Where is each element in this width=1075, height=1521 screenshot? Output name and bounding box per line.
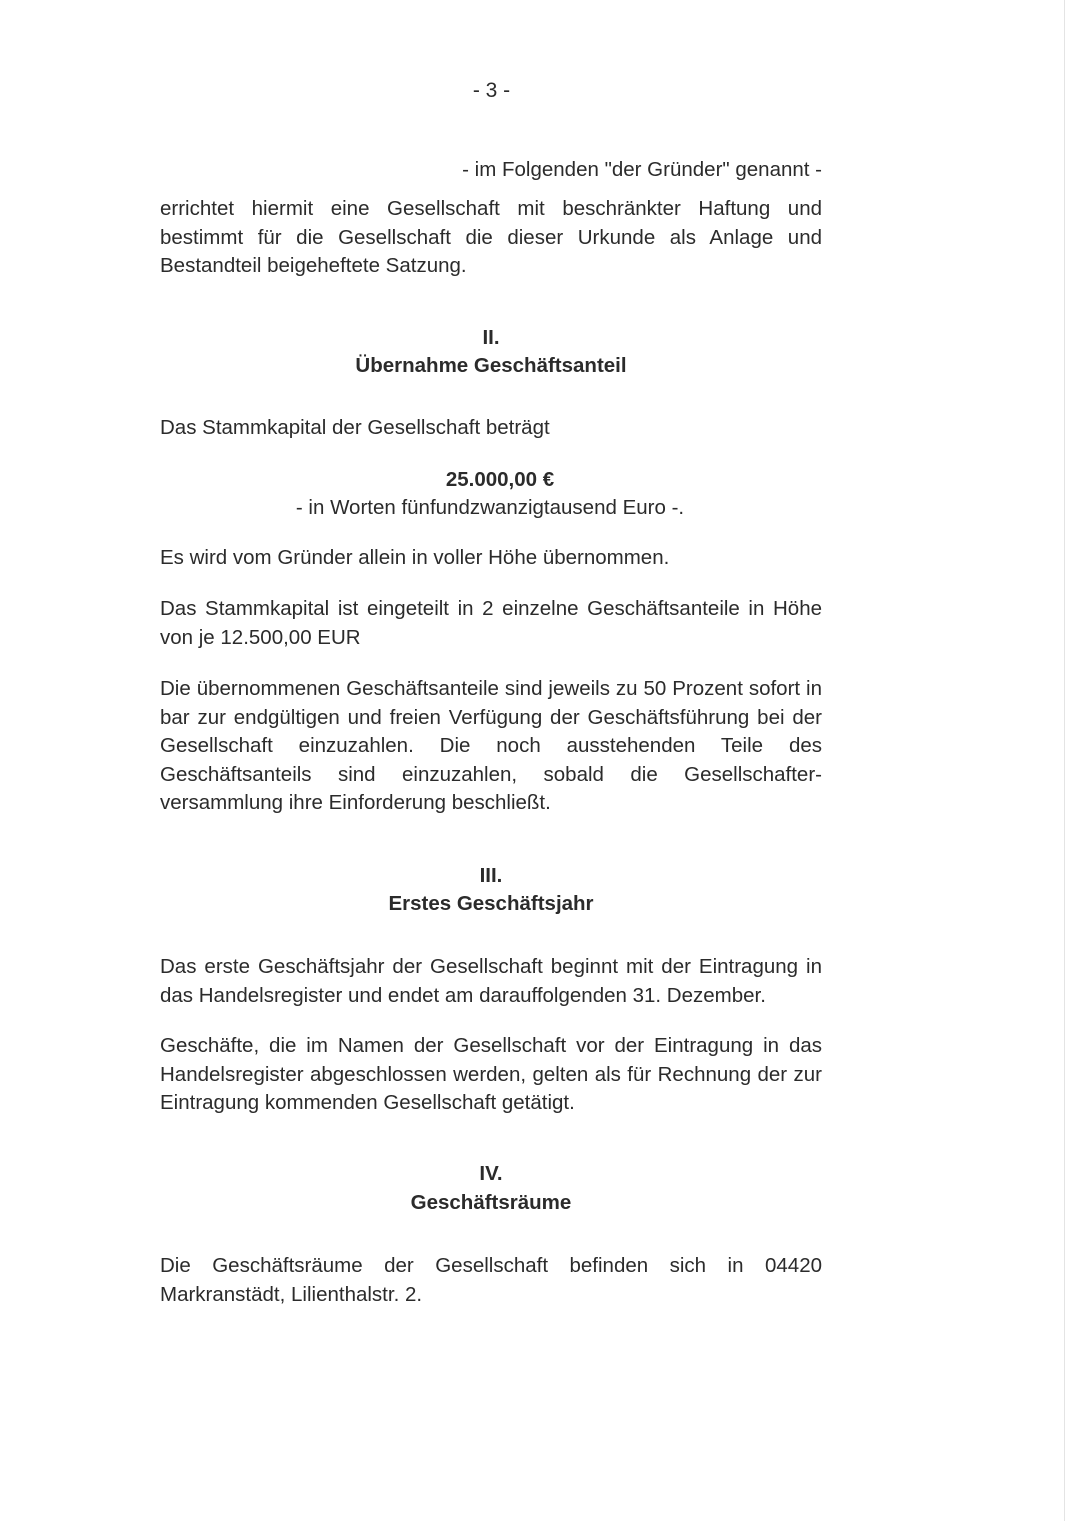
section-3-paragraph-2: Geschäfte, die im Namen der Gesellschaft vor der Eintragung in das Handelsregister abgeschlossen werden, gelten als für Rechnung der zur Eintragung kommenden Gesellschaft getätigt. <box>160 1034 822 1114</box>
section-4-paragraph-1: Die Geschäftsräume der Gesellschaft befinden sich in 04420 Markranstädt, Lilienthalstr. 2. <box>160 1254 822 1306</box>
section-4-number: IV. <box>479 1162 503 1185</box>
founder-label: - im Folgenden "der Gründer" genannt - <box>462 158 822 181</box>
section-2-number: II. <box>482 326 500 349</box>
section-2-paragraph-3: Das Stammkapital ist eingeteilt in 2 einzelne Geschäftsanteile in Höhe von je 12.500,00 EUR <box>160 597 822 649</box>
capital-amount-words: - in Worten fünfundzwanzigtausend Euro -. <box>295 496 685 519</box>
section-3-number: III. <box>479 864 503 887</box>
section-2-paragraph-2: Es wird vom Gründer allein in voller Höhe übernommen. <box>160 546 670 569</box>
section-2-title: Übernahme Geschäftsanteil <box>355 354 627 377</box>
section-3-title: Erstes Geschäftsjahr <box>388 892 594 915</box>
capital-amount: 25.000,00 € <box>445 468 555 491</box>
section-2-paragraph-4: Die übernommenen Geschäftsanteile sind jeweils zu 50 Prozent sofort in bar zur endgültigen und freien Verfügung der Geschäftsführung bei der Gesellschaft einzuzahlen. Die noch ausstehenden Teile des Geschäftsanteils sind einzuzahlen, sobald die Gesellschafter-versammlung ihre Einforderung beschließt. <box>160 677 822 814</box>
section-3-paragraph-1: Das erste Geschäftsjahr der Gesellschaft beginnt mit der Eintragung in das Handelsregister und endet am darauffolgenden 31. Dezember. <box>160 955 822 1007</box>
section-2-paragraph-1: Das Stammkapital der Gesellschaft beträgt <box>160 416 550 439</box>
intro-paragraph: errichtet hiermit eine Gesellschaft mit beschränkter Haftung und bestimmt für die Gesellschaft die dieser Urkunde als Anlage und Bestandteil beigeheftete Satzung. <box>160 197 822 277</box>
section-4-title: Geschäftsräume <box>410 1191 572 1214</box>
scan-edge-line <box>1064 0 1065 1521</box>
page-number: - 3 - <box>472 79 511 102</box>
